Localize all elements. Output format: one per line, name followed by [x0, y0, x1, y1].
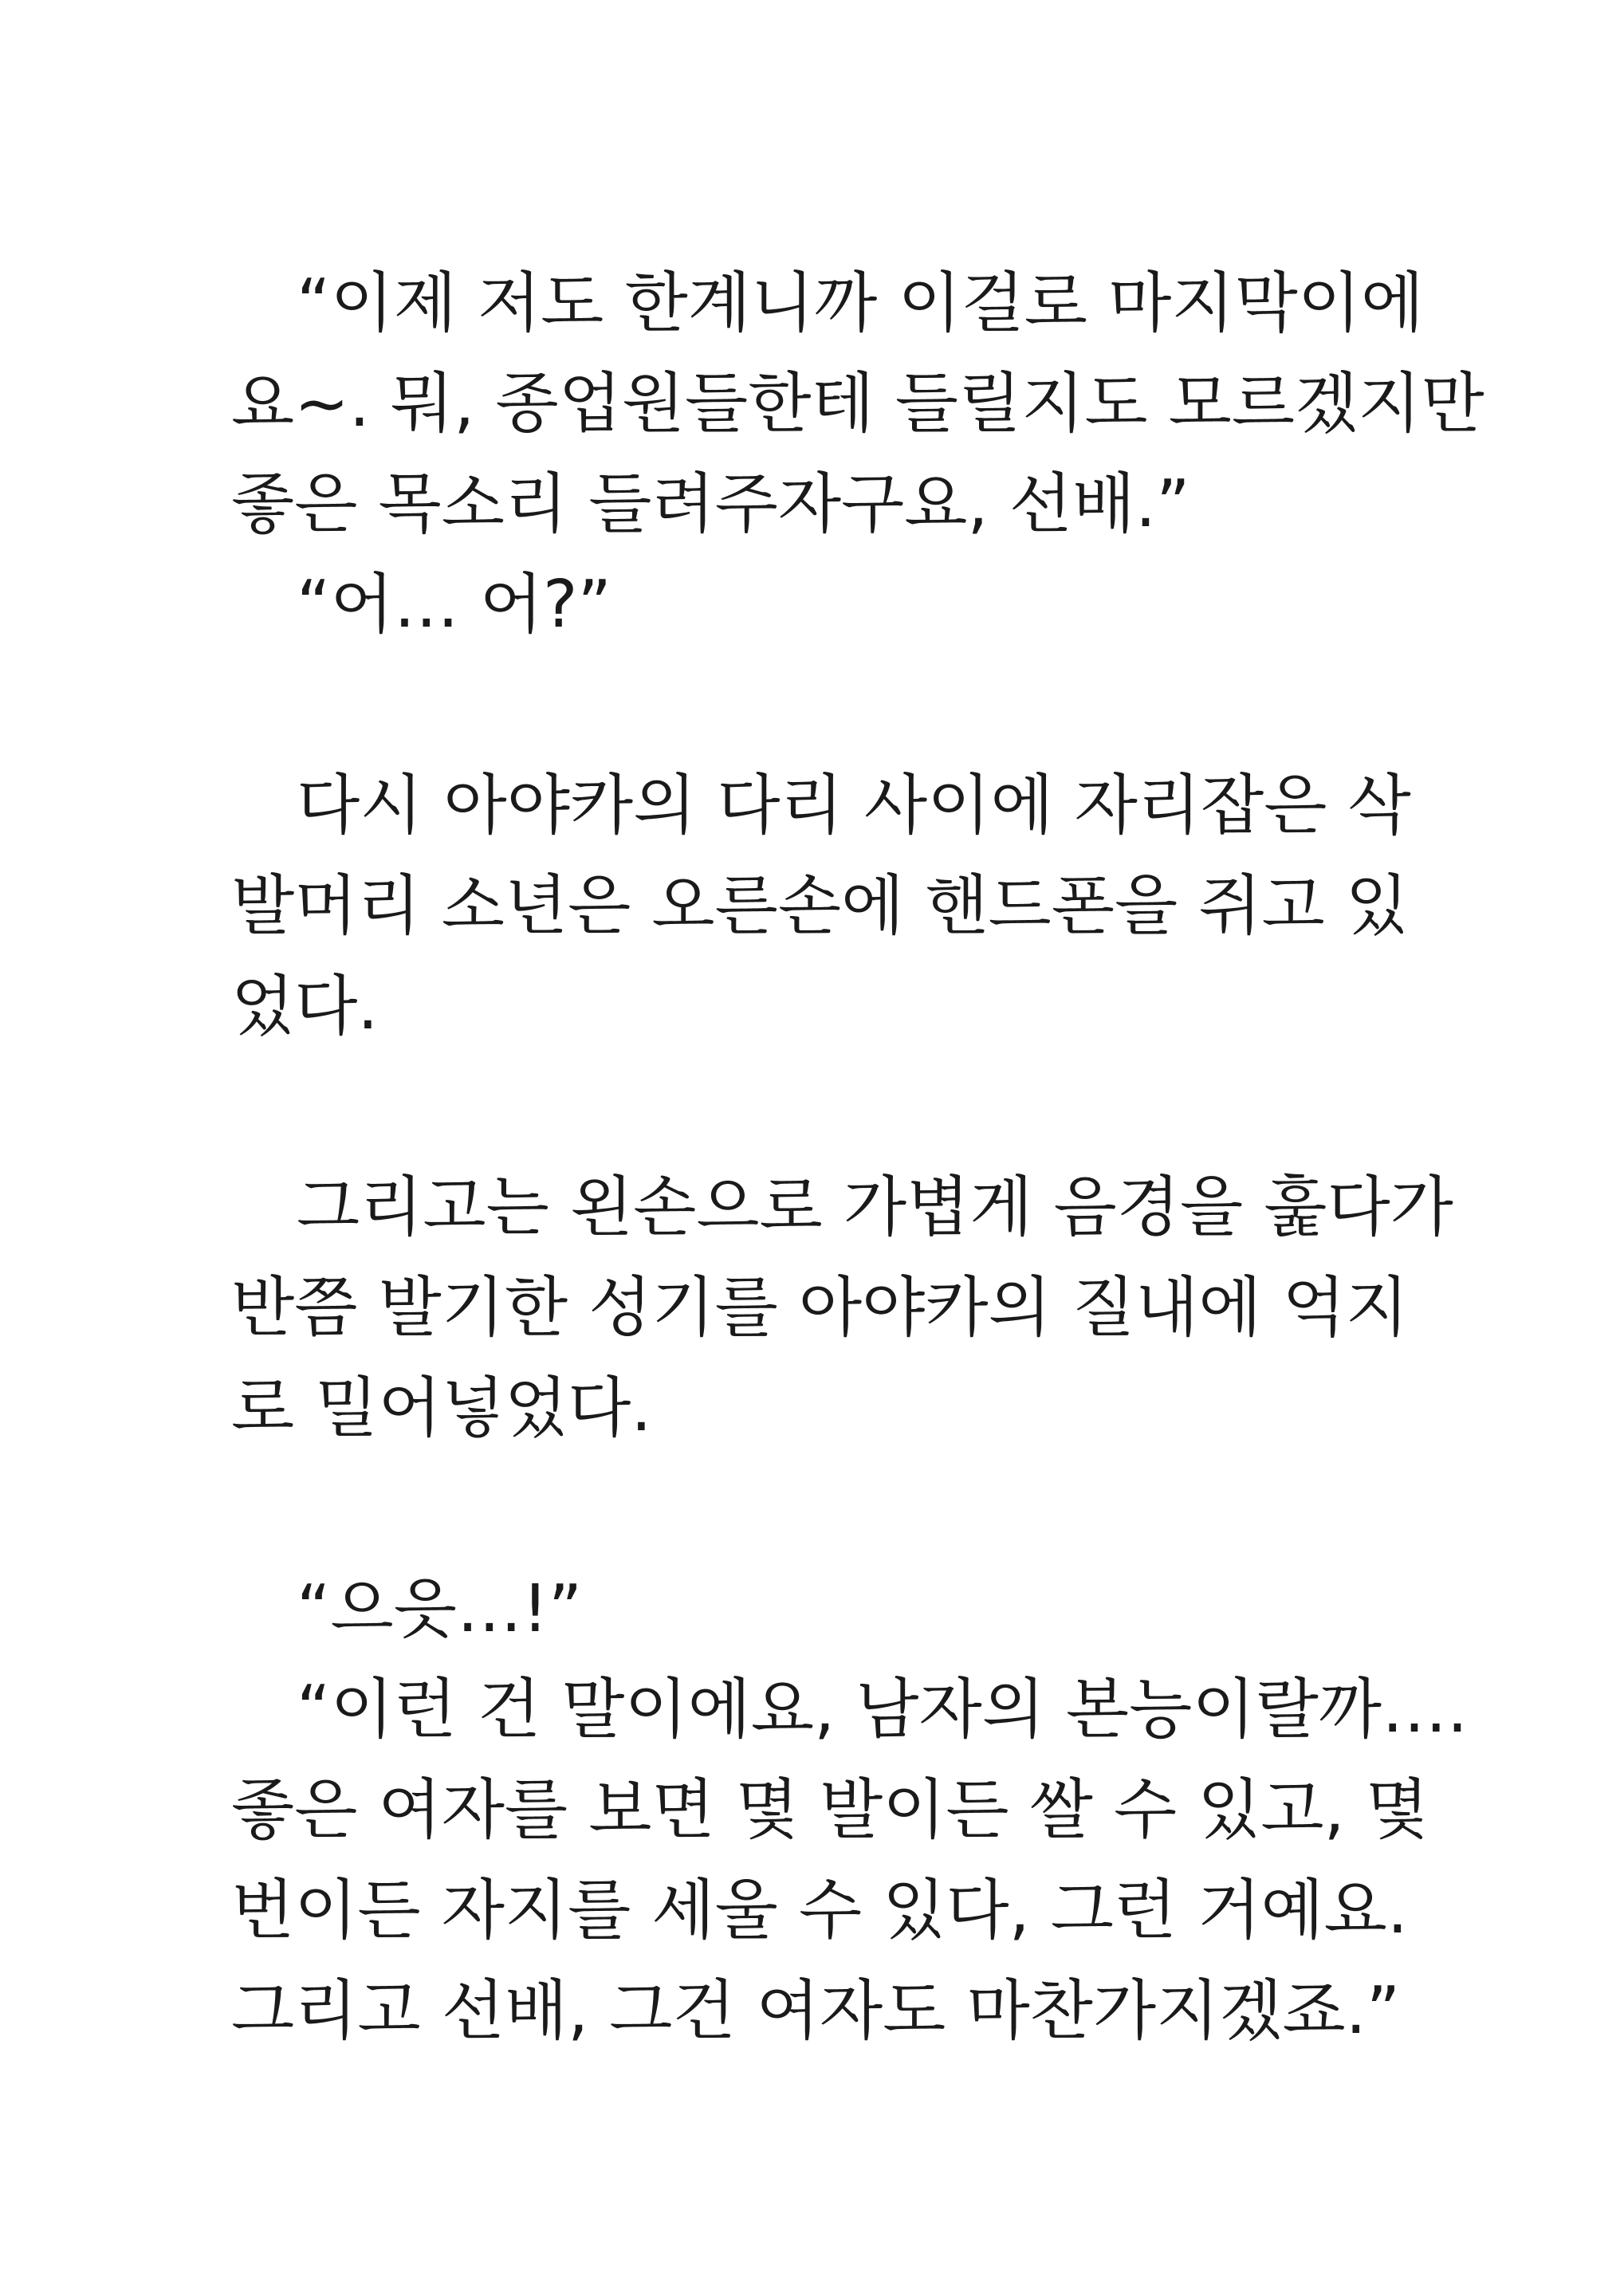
- text-line: 다시 아야카의 다리 사이에 자리잡은 삭: [297, 768, 1411, 843]
- paragraph: [231, 555, 1394, 655]
- text-line: 그리고는 왼손으로 가볍게 음경을 훑다가: [297, 1170, 1453, 1245]
- paragraph-gap: [231, 1459, 1394, 1559]
- text-line: 좋은 목소리 들려주자구요, 선배.”: [231, 466, 1190, 542]
- paragraph-gap: [231, 655, 1394, 756]
- paragraph: [231, 1158, 1453, 1459]
- document-page: [231, 254, 1484, 2062]
- paragraph-gap: [231, 1057, 1394, 1158]
- paragraph: [231, 1559, 1394, 1660]
- paragraph: [231, 254, 1484, 555]
- text-line: 반쯤 발기한 성기를 아야카의 질내에 억지: [231, 1270, 1409, 1346]
- text-line: “이런 건 말이에요, 남자의 본능이랄까….: [297, 1672, 1469, 1748]
- text-line: 그리고 선배, 그건 여자도 마찬가지겠죠.”: [231, 1973, 1401, 2049]
- text-line: 번이든 자지를 세울 수 있다, 그런 거예요.: [231, 1873, 1408, 1948]
- text-line: 발머리 소년은 오른손에 핸드폰을 쥐고 있: [231, 868, 1409, 944]
- text-line: 었다.: [231, 969, 379, 1044]
- text-line: “이제 저도 한계니까 이걸로 마지막이에: [297, 265, 1425, 341]
- text-line: “어… 어?”: [297, 567, 611, 643]
- paragraph: [231, 756, 1411, 1057]
- text-line: “으읏…!”: [297, 1571, 583, 1647]
- text-line: 로 밀어넣었다.: [231, 1370, 652, 1446]
- text-line: 요~. 뭐, 종업원들한테 들릴지도 모르겠지만: [231, 366, 1484, 442]
- text-line: 좋은 여자를 보면 몇 발이든 쌀 수 있고, 몇: [231, 1772, 1429, 1848]
- paragraph: [231, 1660, 1469, 2062]
